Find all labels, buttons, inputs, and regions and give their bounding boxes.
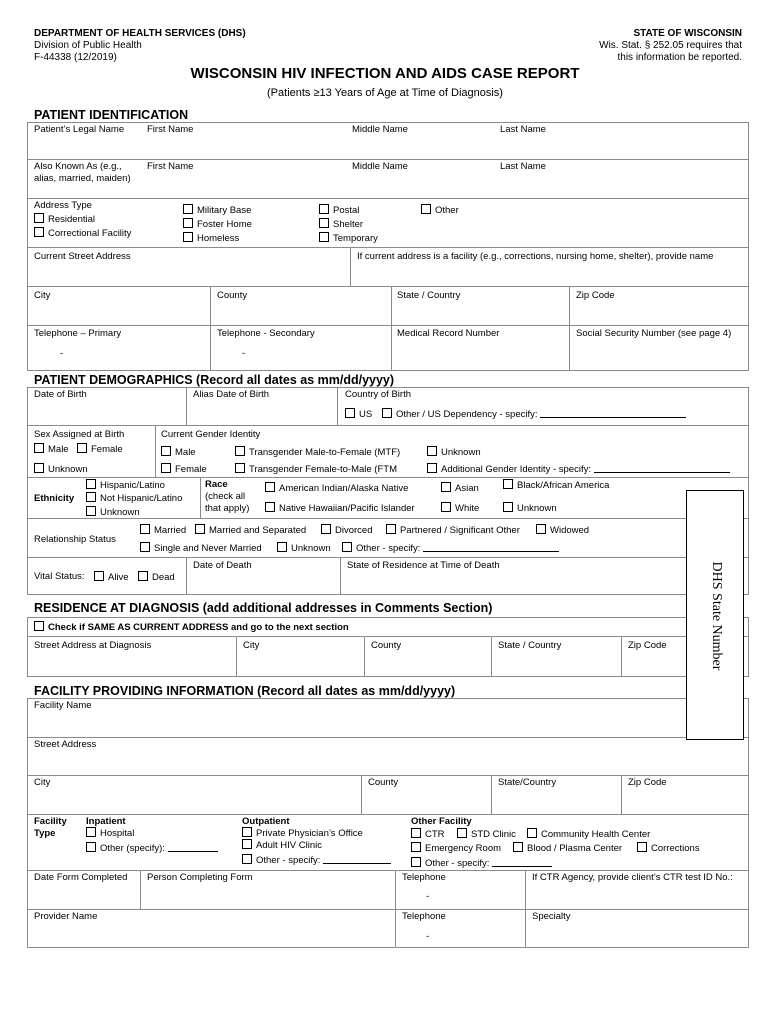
other-facility-other-input[interactable]	[492, 857, 552, 867]
checkbox-icon[interactable]	[421, 204, 431, 214]
outpatient-private-option[interactable]: Private Physician’s Office	[242, 827, 363, 840]
gender-identity-label: Current Gender Identity	[161, 429, 261, 440]
telephone-field[interactable]: Telephone	[402, 872, 446, 883]
facility-type-label-1: Facility	[34, 816, 67, 827]
form-subtitle: (Patients ≥13 Years of Age at Time of Diagnosis)	[267, 87, 503, 99]
checkbox-icon[interactable]	[319, 218, 329, 228]
legal-name-label: Patient’s Legal Name	[34, 124, 125, 135]
relationship-status-label: Relationship Status	[34, 534, 116, 545]
dhs-state-number-label: DHS State Number	[709, 561, 724, 671]
checkbox-icon[interactable]	[503, 479, 513, 489]
gender-unknown-option[interactable]: Unknown	[427, 446, 481, 459]
checkbox-icon[interactable]	[161, 463, 171, 473]
checkbox-icon[interactable]	[637, 842, 647, 852]
checkbox-icon[interactable]	[34, 227, 44, 237]
address-type-foster[interactable]: Foster Home	[183, 218, 252, 231]
relationship-widowed-option[interactable]: Widowed	[536, 524, 589, 537]
facility-city-field[interactable]: City	[34, 777, 51, 788]
outpatient-other-input[interactable]	[323, 854, 391, 864]
gender-female-option[interactable]: Female	[161, 463, 207, 476]
telephone-dash: -	[426, 891, 430, 902]
current-street-field[interactable]: Current Street Address	[34, 251, 131, 262]
checkbox-icon[interactable]	[235, 463, 245, 473]
outpatient-label: Outpatient	[242, 816, 290, 827]
other-facility-label: Other Facility	[411, 816, 472, 827]
address-type-temporary[interactable]: Temporary	[319, 232, 378, 245]
legal-first-name-field[interactable]: First Name	[147, 124, 194, 135]
outpatient-adult-hiv-option[interactable]: Adult HIV Clinic	[242, 839, 322, 852]
gender-additional-input[interactable]	[594, 463, 730, 473]
checkbox-icon[interactable]	[86, 492, 96, 502]
checkbox-icon[interactable]	[345, 408, 355, 418]
race-label: Race	[205, 479, 228, 490]
zip-field[interactable]: Zip Code	[576, 290, 615, 301]
relationship-divorced-option[interactable]: Divorced	[321, 524, 373, 537]
other-facility-chc-option[interactable]: Community Health Center	[527, 828, 650, 841]
residence-heading: RESIDENCE AT DIAGNOSIS (add additional addresses in Comments Section)	[34, 601, 493, 615]
telephone-primary-dash: -	[60, 348, 64, 359]
ethnicity-not-hispanic-option[interactable]: Not Hispanic/Latino	[86, 492, 182, 505]
same-as-current-checkbox[interactable]: Check if SAME AS CURRENT ADDRESS and go to the next section	[34, 621, 349, 634]
relationship-married-separated-option[interactable]: Married and Separated	[195, 524, 306, 537]
checkbox-icon[interactable]	[86, 506, 96, 516]
residence-zip-field[interactable]: Zip Code	[628, 640, 667, 651]
country-of-birth-label: Country of Birth	[345, 389, 411, 400]
date-form-completed-field[interactable]: Date Form Completed	[34, 872, 128, 883]
checkbox-icon[interactable]	[503, 502, 513, 512]
provider-telephone-dash: -	[426, 931, 430, 942]
residence-street-field[interactable]: Street Address at Diagnosis	[34, 640, 152, 651]
telephone-secondary-field[interactable]: Telephone - Secondary	[217, 328, 315, 339]
relationship-other-input[interactable]	[423, 542, 559, 552]
checkbox-icon[interactable]	[411, 828, 421, 838]
date-of-death-field[interactable]: Date of Death	[193, 560, 252, 571]
telephone-secondary-dash: -	[242, 348, 246, 359]
facility-name-field[interactable]: If current address is a facility (e.g., corrections, nursing home, shelter), provide name	[357, 251, 714, 262]
country-other-input[interactable]	[540, 408, 686, 418]
checkbox-icon[interactable]	[86, 827, 96, 837]
checkbox-icon[interactable]	[235, 446, 245, 456]
checkbox-icon[interactable]	[140, 524, 150, 534]
address-type-correctional[interactable]: Correctional Facility	[34, 227, 131, 240]
state-residence-death-field[interactable]: State of Residence at Time of Death	[347, 560, 500, 571]
checkbox-icon[interactable]	[342, 542, 352, 552]
relationship-married-option[interactable]: Married	[140, 524, 186, 537]
other-facility-corrections-option[interactable]: Corrections	[637, 842, 700, 855]
facility-type-label-2: Type	[34, 828, 56, 839]
residence-county-field[interactable]: County	[371, 640, 402, 651]
county-field[interactable]: County	[217, 290, 248, 301]
checkbox-icon[interactable]	[319, 232, 329, 242]
aka-last-name-field[interactable]: Last Name	[500, 161, 546, 172]
specialty-field[interactable]: Specialty	[532, 911, 571, 922]
relationship-unknown-option[interactable]: Unknown	[277, 542, 331, 555]
legal-last-name-field[interactable]: Last Name	[500, 124, 546, 135]
checkbox-icon[interactable]	[265, 502, 275, 512]
checkbox-icon[interactable]	[441, 482, 451, 492]
ethnicity-unknown-option[interactable]: Unknown	[86, 506, 140, 519]
checkbox-icon[interactable]	[277, 542, 287, 552]
checkbox-icon[interactable]	[411, 842, 421, 852]
facility-state-country-field[interactable]: State/Country	[498, 777, 557, 788]
checkbox-icon[interactable]	[242, 839, 252, 849]
checkbox-icon[interactable]	[265, 482, 275, 492]
address-type-military[interactable]: Military Base	[183, 204, 251, 217]
checkbox-icon[interactable]	[321, 524, 331, 534]
checkbox-icon[interactable]	[513, 842, 523, 852]
residence-state-country-field[interactable]: State / Country	[498, 640, 562, 651]
gender-ftm-option[interactable]: Transgender Female-to-Male (FTM	[235, 463, 397, 476]
address-type-postal[interactable]: Postal	[319, 204, 359, 217]
ssn-field[interactable]: Social Security Number (see page 4)	[576, 328, 732, 339]
facility-zip-field[interactable]: Zip Code	[628, 777, 667, 788]
checkbox-icon[interactable]	[527, 828, 537, 838]
facility-box	[27, 698, 749, 948]
relationship-single-option[interactable]: Single and Never Married	[140, 542, 262, 555]
inpatient-other-option[interactable]: Other (specify):	[86, 842, 218, 855]
race-white-option[interactable]: White	[441, 502, 479, 515]
gender-mtf-option[interactable]: Transgender Male-to-Female (MTF)	[235, 446, 400, 459]
checkbox-icon[interactable]	[86, 479, 96, 489]
address-type-homeless[interactable]: Homeless	[183, 232, 239, 245]
residence-city-field[interactable]: City	[243, 640, 260, 651]
checkbox-icon[interactable]	[441, 502, 451, 512]
race-unknown-option[interactable]: Unknown	[503, 502, 557, 515]
sex-male-option[interactable]: Male	[34, 443, 69, 456]
aka-first-name-field[interactable]: First Name	[147, 161, 194, 172]
aka-label-2: alias, married, maiden)	[34, 173, 131, 184]
checkbox-icon[interactable]	[183, 232, 193, 242]
checkbox-icon[interactable]	[94, 571, 104, 581]
checkbox-icon[interactable]	[195, 524, 205, 534]
checkbox-icon[interactable]	[183, 218, 193, 228]
statute-line-1: Wis. Stat. § 252.05 requires that	[599, 40, 742, 51]
checkbox-icon[interactable]	[34, 463, 44, 473]
checkbox-icon[interactable]	[242, 854, 252, 864]
checkbox-icon[interactable]	[427, 446, 437, 456]
checkbox-icon[interactable]	[86, 842, 96, 852]
facility-county-field[interactable]: County	[368, 777, 399, 788]
checkbox-icon[interactable]	[183, 204, 193, 214]
aka-label-1: Also Known As (e.g.,	[34, 161, 122, 172]
statute-line-2: this information be reported.	[617, 52, 742, 63]
checkbox-icon[interactable]	[34, 443, 44, 453]
ethnicity-hispanic-option[interactable]: Hispanic/Latino	[86, 479, 165, 492]
other-facility-other-option[interactable]: Other - specify:	[411, 857, 552, 870]
facility-name-field[interactable]: Facility Name	[34, 700, 92, 711]
state-country-field[interactable]: State / Country	[397, 290, 461, 301]
country-us-option[interactable]: US	[345, 408, 372, 421]
checkbox-icon[interactable]	[457, 828, 467, 838]
checkbox-icon[interactable]	[161, 446, 171, 456]
other-facility-std-option[interactable]: STD Clinic	[457, 828, 516, 841]
address-type-other[interactable]: Other	[421, 204, 459, 217]
race-aian-option[interactable]: American Indian/Alaska Native	[265, 482, 408, 495]
state-name: STATE OF WISCONSIN	[633, 28, 742, 39]
aka-middle-name-field[interactable]: Middle Name	[352, 161, 408, 172]
facility-heading: FACILITY PROVIDING INFORMATION (Record all dates as mm/dd/yyyy)	[34, 684, 456, 698]
inpatient-label: Inpatient	[86, 816, 126, 827]
gender-male-option[interactable]: Male	[161, 446, 196, 459]
city-field[interactable]: City	[34, 290, 51, 301]
race-nhpi-option[interactable]: Native Hawaiian/Pacific Islander	[265, 502, 415, 515]
legal-middle-name-field[interactable]: Middle Name	[352, 124, 408, 135]
date-of-birth-field[interactable]: Date of Birth	[34, 389, 87, 400]
address-type-shelter[interactable]: Shelter	[319, 218, 363, 231]
ethnicity-label: Ethnicity	[34, 493, 75, 504]
race-check-all-1: (check all	[205, 491, 246, 502]
dhs-state-number-box[interactable]	[686, 490, 744, 740]
facility-street-field[interactable]: Street Address	[34, 739, 97, 750]
checkbox-icon[interactable]	[411, 857, 421, 867]
vital-dead-option[interactable]: Dead	[138, 571, 175, 584]
checkbox-icon[interactable]	[140, 542, 150, 552]
vital-alive-option[interactable]: Alive	[94, 571, 129, 584]
alias-date-of-birth-field[interactable]: Alias Date of Birth	[193, 389, 270, 400]
outpatient-other-option[interactable]: Other - specify:	[242, 854, 391, 867]
other-facility-blood-option[interactable]: Blood / Plasma Center	[513, 842, 622, 855]
person-completing-field[interactable]: Person Completing Form	[147, 872, 253, 883]
other-facility-ctr-option[interactable]: CTR	[411, 828, 445, 841]
checkbox-icon[interactable]	[319, 204, 329, 214]
inpatient-hospital-option[interactable]: Hospital	[86, 827, 134, 840]
division-name: Division of Public Health	[34, 40, 142, 51]
checkbox-icon[interactable]	[386, 524, 396, 534]
sex-unknown-option[interactable]: Unknown	[34, 463, 88, 476]
checkbox-icon[interactable]	[138, 571, 148, 581]
relationship-partnered-option[interactable]: Partnered / Significant Other	[386, 524, 520, 537]
race-black-option[interactable]: Black/African America	[503, 479, 609, 492]
department-name: DEPARTMENT OF HEALTH SERVICES (DHS)	[34, 28, 246, 39]
address-type-residential[interactable]: Residential	[34, 213, 95, 226]
medical-record-number-field[interactable]: Medical Record Number	[397, 328, 500, 339]
checkbox-icon[interactable]	[427, 463, 437, 473]
address-type-label: Address Type	[34, 200, 92, 211]
form-id: F-44338 (12/2019)	[34, 52, 117, 63]
checkbox-icon[interactable]	[34, 213, 44, 223]
country-other-option[interactable]: Other / US Dependency - specify:	[382, 408, 686, 421]
provider-name-field[interactable]: Provider Name	[34, 911, 98, 922]
sex-at-birth-label: Sex Assigned at Birth	[34, 429, 125, 440]
gender-additional-option[interactable]: Additional Gender Identity - specify:	[427, 463, 730, 476]
relationship-other-option[interactable]: Other - specify:	[342, 542, 559, 555]
race-asian-option[interactable]: Asian	[441, 482, 479, 495]
inpatient-other-input[interactable]	[168, 842, 218, 852]
other-facility-er-option[interactable]: Emergency Room	[411, 842, 501, 855]
checkbox-icon[interactable]	[382, 408, 392, 418]
ctr-test-id-field[interactable]: If CTR Agency, provide client’s CTR test ID No.:	[532, 872, 733, 883]
checkbox-icon[interactable]	[536, 524, 546, 534]
checkbox-icon[interactable]	[34, 621, 44, 631]
checkbox-icon[interactable]	[77, 443, 87, 453]
sex-female-option[interactable]: Female	[77, 443, 123, 456]
race-check-all-2: that apply)	[205, 503, 250, 514]
patient-identification-heading: PATIENT IDENTIFICATION	[34, 108, 189, 122]
telephone-primary-field[interactable]: Telephone – Primary	[34, 328, 122, 339]
provider-telephone-field[interactable]: Telephone	[402, 911, 446, 922]
demographics-heading: PATIENT DEMOGRAPHICS (Record all dates as mm/dd/yyyy)	[34, 373, 395, 387]
checkbox-icon[interactable]	[242, 827, 252, 837]
vital-status-label: Vital Status:	[34, 571, 85, 582]
form-title: WISCONSIN HIV INFECTION AND AIDS CASE REPORT	[190, 65, 580, 82]
